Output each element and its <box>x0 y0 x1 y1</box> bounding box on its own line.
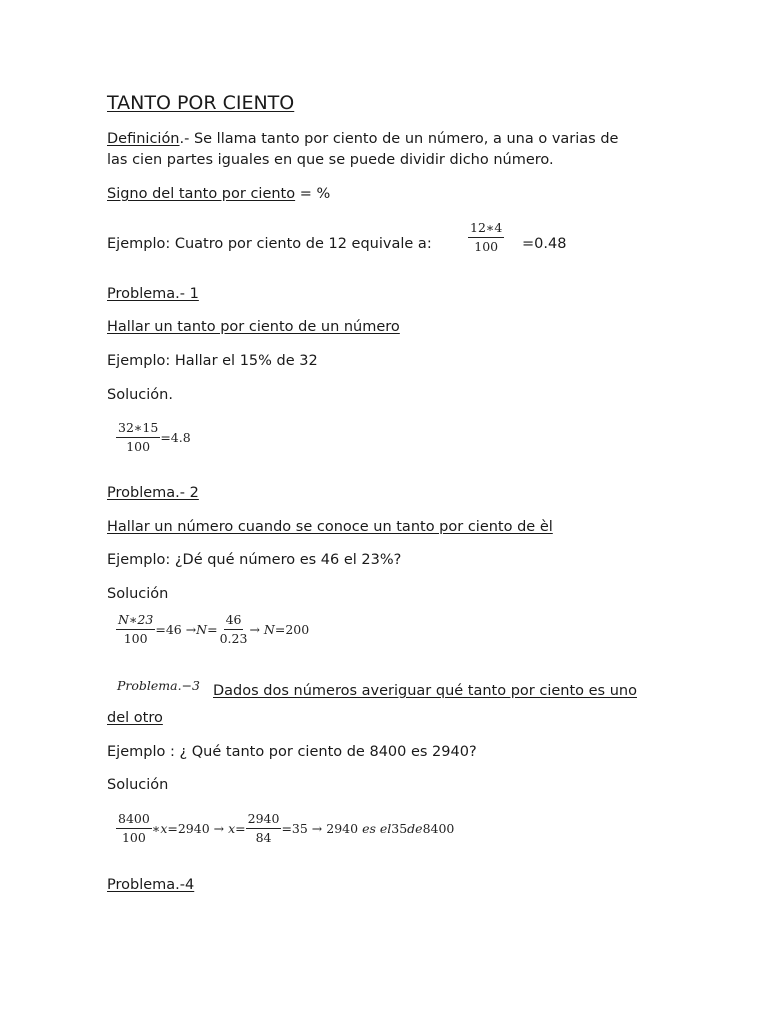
formula-variable: N <box>196 621 208 637</box>
formula-part: = <box>235 820 246 836</box>
definition-text-2: las cien partes iguales en que se puede dividir dicho número. <box>107 152 554 168</box>
formula-word: es el <box>362 820 392 836</box>
sign-line <box>107 186 330 202</box>
formula-part: =2940 → <box>167 820 225 836</box>
problem-2-solution-label: Solución <box>107 586 169 602</box>
page-title: TANTO POR CIENTO <box>107 92 295 114</box>
intro-example-text: Ejemplo: Cuatro por ciento de 12 equivale a: <box>107 236 432 252</box>
fraction-denominator: 0.23 <box>219 630 248 646</box>
fraction-denominator: 100 <box>121 829 146 845</box>
definition-line-1 <box>107 131 618 147</box>
intro-example-result: =0.48 <box>522 236 567 252</box>
formula-part: → <box>249 621 260 637</box>
problem-1-formula <box>116 420 191 454</box>
definition-text-1: .- Se llama tanto por ciento de un número, a una o varias de <box>179 131 619 147</box>
problem-3-subtitle-2: del otro <box>107 710 163 726</box>
formula-part: =200 <box>274 621 310 637</box>
problem-1-solution-label: Solución. <box>107 387 173 403</box>
fraction-numerator: 32∗15 <box>116 420 160 438</box>
fraction-numerator: 8400 <box>116 811 152 829</box>
fraction-denominator: 100 <box>123 630 148 646</box>
problem-2-formula <box>116 612 309 646</box>
intro-example-fraction <box>468 220 504 254</box>
problem-2-subtitle: Hallar un número cuando se conoce un tanto por ciento de èl <box>107 519 553 535</box>
formula-part: =46 → <box>155 621 197 637</box>
problem-3-subtitle-1: Dados dos números averiguar qué tanto por ciento es uno <box>213 683 637 699</box>
formula-variable: x <box>160 820 168 836</box>
formula-part: =35 → 2940 <box>281 820 359 836</box>
problem-1-subtitle: Hallar un tanto por ciento de un número <box>107 319 400 335</box>
fraction-denominator: 100 <box>126 438 151 454</box>
fraction-denominator: 100 <box>474 238 499 254</box>
problem-1-example: Ejemplo: Hallar el 15% de 32 <box>107 353 318 369</box>
formula-result: =4.8 <box>160 429 191 445</box>
problem-4-heading: Problema.-4 <box>107 877 195 893</box>
problem-3-solution-label: Solución <box>107 777 169 793</box>
formula-variable: N <box>263 621 275 637</box>
problem-3-label: Problema.−3 <box>117 678 201 693</box>
problem-2-example: Ejemplo: ¿Dé qué número es 46 el 23%? <box>107 552 402 568</box>
formula-part: = <box>207 621 218 637</box>
formula-part: 35 <box>391 820 408 836</box>
formula-word: de <box>407 820 423 836</box>
formula-part: ∗ <box>151 820 161 836</box>
fraction-numerator: 12∗4 <box>468 220 504 238</box>
sign-value: = % <box>295 186 331 202</box>
formula-variable: x <box>228 820 236 836</box>
formula-part: 8400 <box>422 820 455 836</box>
fraction-numerator: 46 <box>224 612 244 630</box>
fraction-numerator: 2940 <box>246 811 282 829</box>
problem-2-heading: Problema.- 2 <box>107 485 199 501</box>
definition-label: Definición <box>107 131 180 147</box>
fraction-numerator: N∗23 <box>116 612 155 630</box>
fraction-denominator: 84 <box>255 829 272 845</box>
problem-1-heading: Problema.- 1 <box>107 286 199 302</box>
sign-label: Signo del tanto por ciento <box>107 186 296 202</box>
problem-3-example: Ejemplo : ¿ Qué tanto por ciento de 8400 es 2940? <box>107 744 477 760</box>
problem-3-formula <box>116 811 454 845</box>
